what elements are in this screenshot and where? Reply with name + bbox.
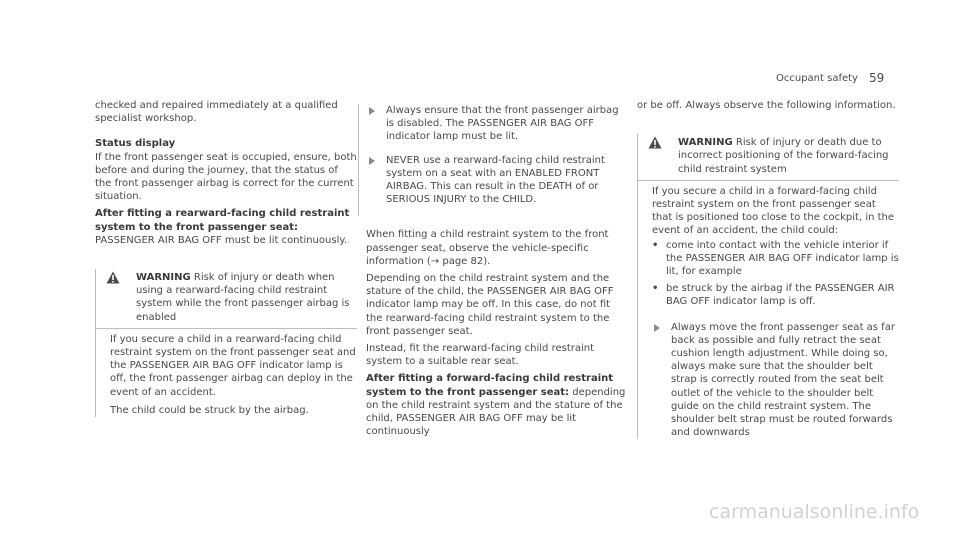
column-2 — [366, 104, 628, 438]
warning-body-forward — [638, 180, 899, 440]
warning-header — [98, 271, 357, 324]
instead-paragraph: Instead, fit the rearward-facing child restraint system to a suitable rear seat. — [366, 343, 595, 368]
box-item-2 — [367, 154, 628, 207]
depending-paragraph: Depending on the child restraint system and the stature of the child, the PASSENGER AIR BAG OFF indicator lamp may be off. In this case, do not fit the rearward-facing child restraint system to the front passenger seat. — [366, 273, 614, 337]
warning-text-1: If you secure a child in a rearward-facing child restraint system on the front passenger seat and the PASSENGER AIR BAG OFF indicator lamp is off, the front passenger airbag can deploy in the event of an accident. — [110, 333, 356, 398]
warning-box-rearward — [95, 269, 357, 417]
arrow-right-icon — [369, 107, 375, 115]
column-3 — [637, 99, 899, 439]
warning-header-forward — [640, 136, 899, 176]
forward-paragraph — [366, 372, 628, 438]
watermark: carmanualsonline.info — [709, 501, 920, 523]
column-1 — [95, 99, 357, 417]
warning-title: Risk of injury or death when using a rearward-facing child restraint system while the front passenger airbag is enabled — [136, 272, 350, 323]
warning-triangle-icon — [648, 136, 662, 149]
page-number: 59 — [869, 71, 885, 85]
forward-instruction — [652, 321, 899, 440]
list-item — [652, 282, 899, 308]
warning-triangle-icon — [106, 271, 120, 284]
warning-box-continued — [358, 104, 628, 216]
forward-heading: After fitting a forward-facing child restraint system to the front passenger seat: — [366, 373, 614, 398]
bullet-dot-icon: • — [652, 283, 659, 295]
warning-forward-text: If you secure a child in a forward-facing child restraint system on the front passenger seat that is positioned too close to the cockpit, in the event of an accident, the child could: — [652, 185, 895, 237]
warning-label-forward: WARNING — [678, 137, 733, 149]
warning-label: WARNING — [136, 272, 191, 284]
status-display-title: Status display — [95, 138, 176, 150]
section-title: Occupant safety — [776, 73, 858, 84]
box-item-1 — [367, 104, 628, 144]
warning-text-2: The child could be struck by the airbag. — [110, 404, 309, 416]
forward-instruction-text: Always move the front passenger seat as far back as possible and fully retract the seat cushion length adjustment. While doing so, always make sure that the shoulder belt strap is correctly routed from the seat belt outlet of the vehicle to the shoulder belt guide on the child restraint system. The shoulder belt strap must be routed forwards and downwards — [671, 321, 895, 439]
box-item-2-text: NEVER use a rearward-facing child restraint system on a seat with an ENABLED FRONT AIRBAG. This can result in the DEATH of or SERIOUS INJURY to the CHILD. — [386, 154, 605, 206]
intro-text-col3: or be off. Always observe the following information. — [637, 100, 896, 111]
bullet-dot-icon: • — [652, 239, 659, 251]
intro-text: checked and repaired immediately at a qualified specialist workshop. — [95, 100, 338, 125]
status-display-text: If the front passenger seat is occupied, ensure, both before and during the journey, that the status of the front passenger airbag is correct for the current situation. — [95, 151, 357, 203]
consequence-list — [652, 239, 899, 309]
arrow-right-icon — [369, 157, 375, 165]
rearward-heading: After fitting a rearward-facing child restraint system to the front passenger seat: — [95, 208, 350, 233]
arrow-right-icon — [654, 324, 660, 332]
warning-title-forward: Risk of injury or death due to incorrect positioning of the forward-facing child restraint system — [678, 137, 889, 175]
rearward-text: PASSENGER AIR BAG OFF must be lit continuously. — [95, 234, 348, 246]
rearward-paragraph — [95, 207, 357, 247]
box-item-1-text: Always ensure that the front passenger airbag is disabled. The PASSENGER AIR BAG OFF indicator lamp must be lit. — [386, 105, 619, 143]
forward-text: depending on the child restraint system and the stature of the child, PASSENGER AIR BAG OFF may be lit continuously — [366, 386, 626, 438]
list-item-text: be struck by the airbag if the PASSENGER AIR BAG OFF indicator lamp is off. — [666, 283, 895, 308]
fitting-paragraph: When fitting a child restraint system to the front passenger seat, observe the vehicle-specific information (→ page 82). — [366, 229, 609, 267]
list-item — [652, 239, 899, 279]
warning-box-forward — [637, 134, 899, 439]
warning-body — [96, 328, 357, 417]
list-item-text: come into contact with the vehicle interior if the PASSENGER AIR BAG OFF indicator lamp is lit, for example — [666, 239, 899, 278]
